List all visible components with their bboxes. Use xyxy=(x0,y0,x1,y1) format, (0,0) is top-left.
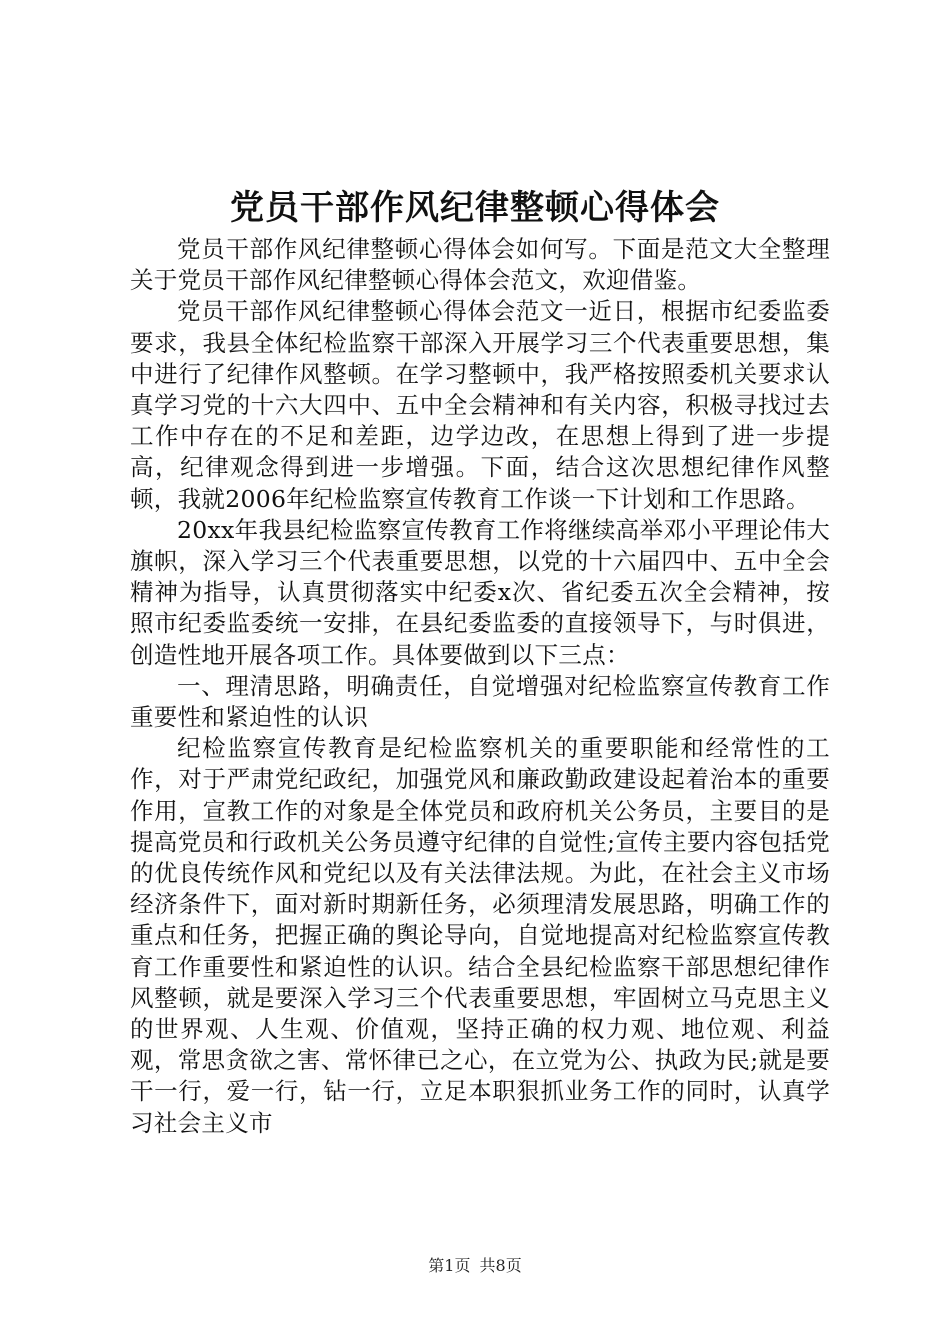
document-body xyxy=(130,234,830,1139)
paragraph-intro: 党员干部作风纪律整顿心得体会如何写。下面是范文大全整理关于党员干部作风纪律整顿心得体会范文，欢迎借鉴。 xyxy=(130,235,830,295)
page-footer xyxy=(0,1256,950,1276)
paragraph-heading-one: 一、理清思路，明确责任，自觉增强对纪检监察宣传教育工作重要性和紧迫性的认识 xyxy=(130,671,830,732)
paragraph-plan: 20xx年我县纪检监察宣传教育工作将继续高举邓小平理论伟大旗帜，深入学习三个代表重要思想，以党的十六届四中、五中全会精神为指导，认真贯彻落实中纪委x次、省纪委五次全会精神，按照市纪委监委统一安排，在县纪委监委的直接领导下，与时俱进，创造性地开展各项工作。具体要做到以下三点： xyxy=(130,515,830,669)
paragraph-discipline: 纪检监察宣传教育是纪检监察机关的重要职能和经常性的工作，对于严肃党纪政纪，加强党风和廉政勤政建设起着治本的重要作用，宣教工作的对象是全体党员和政府机关公务员，主要目的是提高党员和行政机关公务员遵守纪律的自觉性;宣传主要内容包括党的优良传统作风和党纪以及有关法律法规。为此，在社会主义市场经济条件下，面对新时期新任务，必须理清发展思路，明确工作的重点和任务，把握正确的舆论导向，自觉地提高对纪检监察宣传教育工作重要性和紧迫性的认识。结合全县纪检监察干部思想纪律作风整顿，就是要深入学习三个代表重要思想，牢固树立马克思主义的世界观、人生观、价值观，坚持正确的权力观、地位观、利益观，常思贪欲之害、常怀律已之心，在立党为公、执政为民;就是要干一行，爱一行，钻一行，立足本职狠抓业务工作的同时，认真学习社会主义市 xyxy=(130,734,830,1137)
page-number: 第1页 xyxy=(428,1256,471,1275)
paragraph-sample-one: 党员干部作风纪律整顿心得体会范文一近日，根据市纪委监委要求，我县全体纪检监察干部深入开展学习三个代表重要思想，集中进行了纪律作风整顿。在学习整顿中，我严格按照委机关要求认真学习党的十六大四中、五中全会精神和有关内容，积极寻找过去工作中存在的不足和差距，边学边改，在思想上得到了进一步提高，纪律观念得到进一步增强。下面，结合这次思想纪律作风整顿，我就2006年纪检监察宣传教育工作谈一下计划和工作思路。 xyxy=(130,297,830,513)
page-total: 共8页 xyxy=(479,1256,522,1275)
document-title: 党员干部作风纪律整顿心得体会 xyxy=(230,188,720,228)
